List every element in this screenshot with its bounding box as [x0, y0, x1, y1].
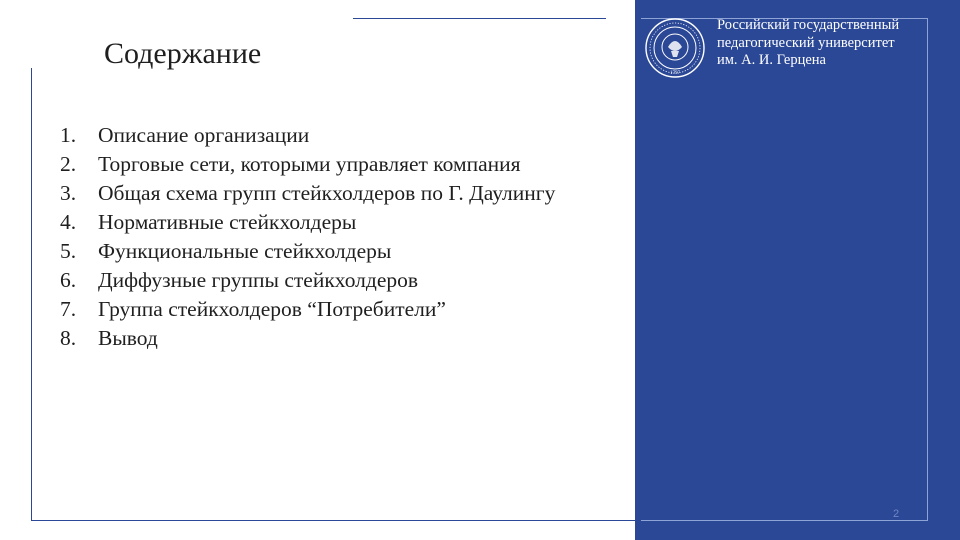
toc-item: 1. Описание организации: [60, 123, 310, 147]
top-rule: [353, 18, 606, 19]
toc-item: 6. Диффузные группы стейкхолдеров: [60, 268, 419, 292]
svg-text:1797: 1797: [670, 71, 680, 76]
university-seal-icon: [644, 17, 706, 79]
toc-item: 4. Нормативные стейкхолдеры: [60, 210, 357, 234]
toc-item: 7. Группа стейкхолдеров “Потребители”: [60, 297, 446, 321]
page-number: 2: [893, 508, 900, 520]
toc-item: 3. Общая схема групп стейкхолдеров по Г. Даулингу: [60, 181, 556, 205]
toc-item: 8. Вывод: [60, 326, 158, 350]
panel-frame-line: [641, 18, 928, 521]
frame-line-left: [31, 68, 32, 521]
university-name: Российский государственный педагогический университет им. А. И. Герцена: [717, 17, 900, 68]
table-of-contents: [60, 121, 555, 353]
toc-item: 2. Торговые сети, которыми управляет компания: [60, 152, 521, 176]
toc-item: 5. Функциональные стейкхолдеры: [60, 239, 392, 263]
frame-line-bottom: [31, 520, 635, 521]
slide-title: Содержание: [104, 37, 262, 70]
